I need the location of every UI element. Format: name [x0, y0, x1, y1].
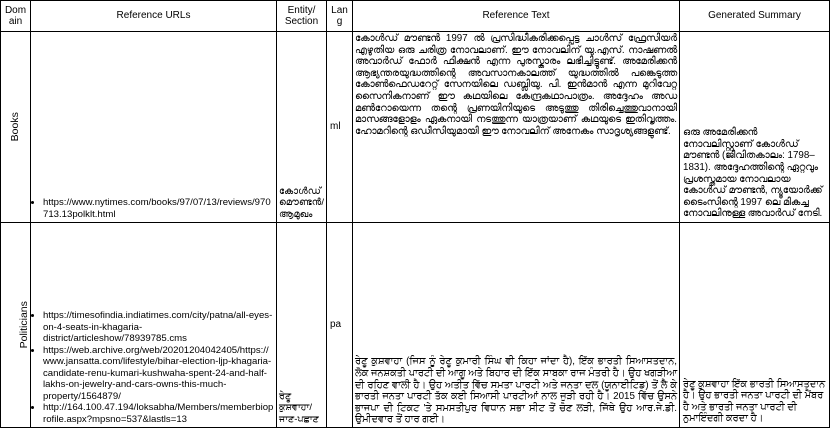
- domain-cell: [1, 32, 31, 223]
- lang-cell: pa: [327, 223, 353, 428]
- lang-cell: ml: [327, 32, 353, 223]
- domain-label: Politicians: [17, 301, 30, 349]
- header-domain: Domain: [1, 1, 31, 32]
- generated-summary-cell: ਰੇਣੂ ਕੁਸ਼ਵਾਹਾ ਇੱਕ ਭਾਰਤੀ ਸਿਆਸਤਦਾਨ ਹੈ। ਉਹ ਭਾਰਤੀ ਜਨਤਾ ਪਾਰਟੀ ਦੀ ਮੈਂਬਰ ਹੈ ਅਤੇ ਭਾਰਤੀ ਜਨਤਾ ਪਾਰਟੀ ਦੀ ਨੁਮਾਇੰਦਗੀ ਕਰਦਾ ਹੈ।: [680, 223, 830, 428]
- generated-summary-cell: ഒരു അമേരിക്കൻ നോവലിസ്റ്റാണ് കോൾഡ് മൗണ്ടൻ (ജീവിതകാലം: 1798–1831). അദ്ദേഹത്തിന്റെ ഏറ്റവും പ്രശസ്തമായ നോവലായ കോൾഡ് മൗണ്ടൻ, ന്യൂയോർക്ക് ടൈംസിന്റെ 1997 ലെ മികച്ച നോവലിനുള്ള അവാർഡ് നേടി.: [680, 32, 830, 223]
- url-list: [33, 310, 275, 425]
- reference-url-link[interactable]: • http://164.100.47.194/loksabha/Members/memberbioprofile.aspx?mpsno=537&lastls=13: [43, 402, 275, 425]
- header-reference-urls: Reference URLs: [31, 1, 277, 32]
- domain-cell: [1, 223, 31, 428]
- table-row-politicians: [1, 223, 830, 428]
- table-row-books: [1, 32, 830, 223]
- reference-url-link[interactable]: • https://www.nytimes.com/books/97/07/13/reviews/970713.13polklt.html: [43, 197, 275, 220]
- url-list: [33, 197, 275, 220]
- reference-text-cell: കോൾഡ് മൗണ്ടൻ 1997 ൽ പ്രസിദ്ധീകരിക്കപ്പെട്ട ചാൾസ് ഫ്രേസിയർ എഴുതിയ ഒരു ചരിത്ര നോവലാണ്. ഈ നോവലിന് യു.എസ്. നാഷണൽ അവാർഡ് ഫോർ ഫിക്ഷൻ എന്ന പുരസ്കാരം ലഭിച്ചിട്ടുണ്ട്. അമേരിക്കൻ ആഭ്യന്തരയുദ്ധത്തിന്റെ അവസാനകാലത്ത് യുദ്ധത്തിൽ പങ്കെടുത്ത കോൺഫെഡറേറ്റ് സേനയിലെ ഡബ്ലിയു. പി. ഇൻമാൻ എന്ന മുറിവേറ്റ സൈനികനാണ് ഈ കഥയിലെ കേന്ദ്രകഥാപാത്രം. അദ്ദേഹം അഡ മൺറോയെന്ന തന്റെ പ്രണയിനിയുടെ അടുത്തു തിരിച്ചെത്തുവാനായി മാസങ്ങളോളം ഏകനായി നടത്തുന്ന യാത്രയാണ് കഥയുടെ ഇതിവൃത്തം. ഹോമറിന്റെ ഒഡീസിയുമായി ഈ നോവലിന് അനേകം സാദൃശ്യങ്ങളുണ്ട്.: [353, 32, 680, 223]
- urls-cell: [31, 223, 277, 428]
- header-lang: Lang: [327, 1, 353, 32]
- domain-label: Books: [8, 112, 21, 142]
- reference-url-link[interactable]: • https://web.archive.org/web/20201204042405/https://www.jansatta.com/lifestyle/bihar-election-ljp-khagaria-candidate-renu-kumari-kushwaha-spent-24-and-half-lakhs-on-jewelry-and-cars-owns-this-much-property/1564879/: [43, 345, 275, 403]
- header-entity-section: Entity/ Section: [277, 1, 327, 32]
- header-row: [1, 1, 830, 32]
- reference-text-cell: ਰੇਣੂ ਕੁਸ਼ਵਾਹਾ (ਜਿਸ ਨੂੰ ਰੇਣੂ ਕੁਮਾਰੀ ਸਿੰਘ ਵੀ ਕਿਹਾ ਜਾਂਦਾ ਹੈ), ਇੱਕ ਭਾਰਤੀ ਸਿਆਸਤਦਾਨ, ਲੋਕ ਜਨਸ਼ਕਤੀ ਪਾਰਟੀ ਦੀ ਆਗੂ ਅਤੇ ਬਿਹਾਰ ਦੀ ਇੱਕ ਸਾਬਕਾ ਰਾਜ ਮੰਤਰੀ ਹੈ। ਉਹ ਖਗੜੀਆ ਦੀ ਰਹਿਣ ਵਾਲੀ ਹੈ। ਉਹ ਅਤੀਤ ਵਿੱਚ ਸਮਤਾ ਪਾਰਟੀ ਅਤੇ ਜਨਤਾ ਦਲ (ਯੂਨਾਈਟਿਡ) ਤੋਂ ਲੈ ਕੇ ਭਾਰਤੀ ਜਨਤਾ ਪਾਰਟੀ ਤੱਕ ਕਈ ਸਿਆਸੀ ਪਾਰਟੀਆਂ ਨਾਲ ਜੁੜੀ ਰਹੀ ਹੈ। 2015 ਵਿੱਚ ਉਸਨੇ ਭਾਜਪਾ ਦੀ ਟਿਕਟ 'ਤੇ ਸਮਸਤੀਪੁਰ ਵਿਧਾਨ ਸਭਾ ਸੀਟ ਤੋਂ ਚੋਣ ਲੜੀ, ਜਿੱਥੇ ਉਹ ਆਰ.ਜੇ.ਡੀ. ਉਮੀਦਵਾਰ ਤੋਂ ਹਾਰ ਗਈ।: [353, 223, 680, 428]
- entity-cell: ਰੇਣੂ ਕੁਸ਼ਵਾਹਾ/ ਜਾਣ-ਪਛਾਣ: [277, 223, 327, 428]
- header-reference-text: Reference Text: [353, 1, 680, 32]
- header-generated-summary: Generated Summary: [680, 1, 830, 32]
- entity-cell: കോൾഡ് മൌണ്ടൻ/ആമുഖം: [277, 32, 327, 223]
- urls-cell: [31, 32, 277, 223]
- reference-url-link[interactable]: • https://timesofindia.indiatimes.com/city/patna/all-eyes-on-4-seats-in-khagaria-district/articleshow/78939785.cms: [43, 310, 275, 345]
